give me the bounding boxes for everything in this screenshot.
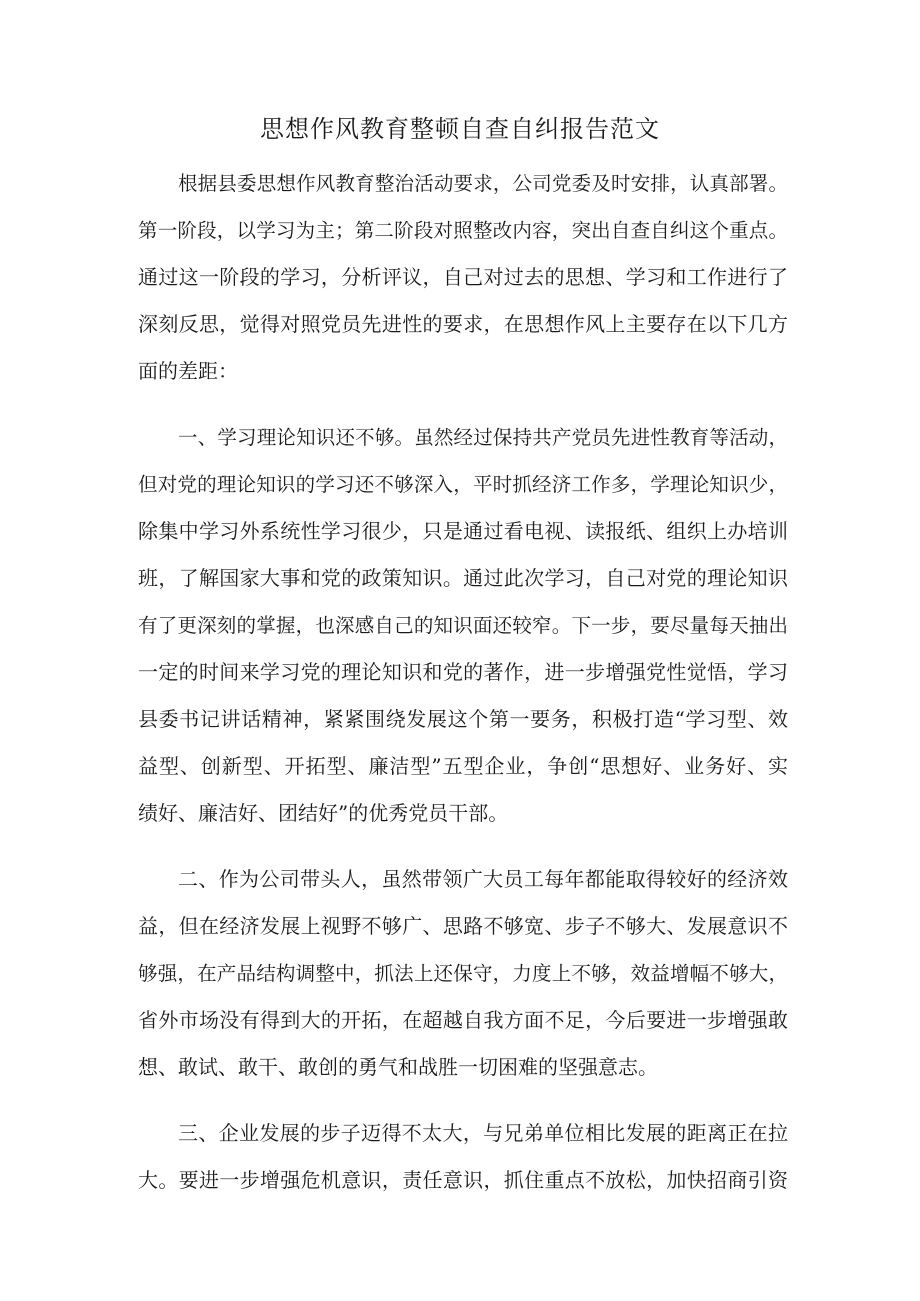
paragraph-line: 根据县委思想作风教育整治活动要求，公司党委及时安排，认真部署。 xyxy=(178,172,788,195)
paragraph-line: 深刻反思，觉得对照党员先进性的要求，在思想作风上主要存在以下几方 xyxy=(138,312,788,336)
paragraph-line: 通过这一阶段的学习，分析评议，自己对过去的思想、学习和工作进行了 xyxy=(138,265,788,289)
paragraph-line: 有了更深刻的掌握，也深感自己的知识面还较窄。下一步，要尽量每天抽出 xyxy=(138,614,788,637)
paragraph-point-two xyxy=(138,856,788,1091)
paragraph-line: 班，了解国家大事和党的政策知识。通过此次学习，自己对党的理论知识 xyxy=(138,566,788,590)
paragraph-line: 大。要进一步增强危机意识，责任意识，抓住重点不放松，加快招商引资 xyxy=(138,1168,788,1192)
paragraph-line: 二、作为公司带头人，虽然带领广大员工每年都能取得较好的经济效 xyxy=(178,867,788,891)
paragraph-line: 县委书记讲话精神，紧紧围绕发展这个第一要务，积极打造“学习型、效 xyxy=(138,707,788,731)
document-body xyxy=(138,160,788,1223)
document-title: 思想作风教育整顿自查自纠报告范文 xyxy=(260,115,660,143)
paragraph-point-three xyxy=(138,1110,788,1204)
paragraph-line: 够强，在产品结构调整中，抓法上还保守，力度上不够，效益增幅不够大， xyxy=(138,962,788,985)
paragraph-line: 面的差距： xyxy=(138,359,238,383)
paragraph-line: 除集中学习外系统性学习很少，只是通过看电视、读报纸、组织上办培训 xyxy=(138,519,788,543)
paragraph-line: 一、学习理论知识还不够。虽然经过保持共产党员先进性教育等活动， xyxy=(178,426,788,449)
paragraph-line: 益型、创新型、开拓型、廉洁型”五型企业，争创“思想好、业务好、实 xyxy=(138,754,788,778)
paragraph-intro xyxy=(138,160,788,395)
paragraph-line: 一定的时间来学习党的理论知识和党的著作，进一步增强党性觉悟，学习 xyxy=(138,660,788,684)
paragraph-line: 但对党的理论知识的学习还不够深入，平时抓经济工作多，学理论知识少， xyxy=(138,473,788,496)
paragraph-line: 第一阶段，以学习为主；第二阶段对照整改内容，突出自查自纠这个重点。 xyxy=(138,219,788,242)
paragraph-line: 绩好、廉洁好、团结好”的优秀党员干部。 xyxy=(138,801,509,825)
paragraph-line: 省外市场没有得到大的开拓，在超越自我方面不足，今后要进一步增强敢 xyxy=(138,1008,788,1032)
paragraph-line: 想、敢试、敢干、敢创的勇气和战胜一切困难的坚强意志。 xyxy=(138,1055,658,1079)
paragraph-line: 三、企业发展的步子迈得不太大，与兄弟单位相比发展的距离正在拉 xyxy=(178,1121,788,1145)
paragraph-point-one xyxy=(138,414,788,837)
paragraph-line: 益，但在经济发展上视野不够广、思路不够宽、步子不够大、发展意识不 xyxy=(138,914,788,938)
